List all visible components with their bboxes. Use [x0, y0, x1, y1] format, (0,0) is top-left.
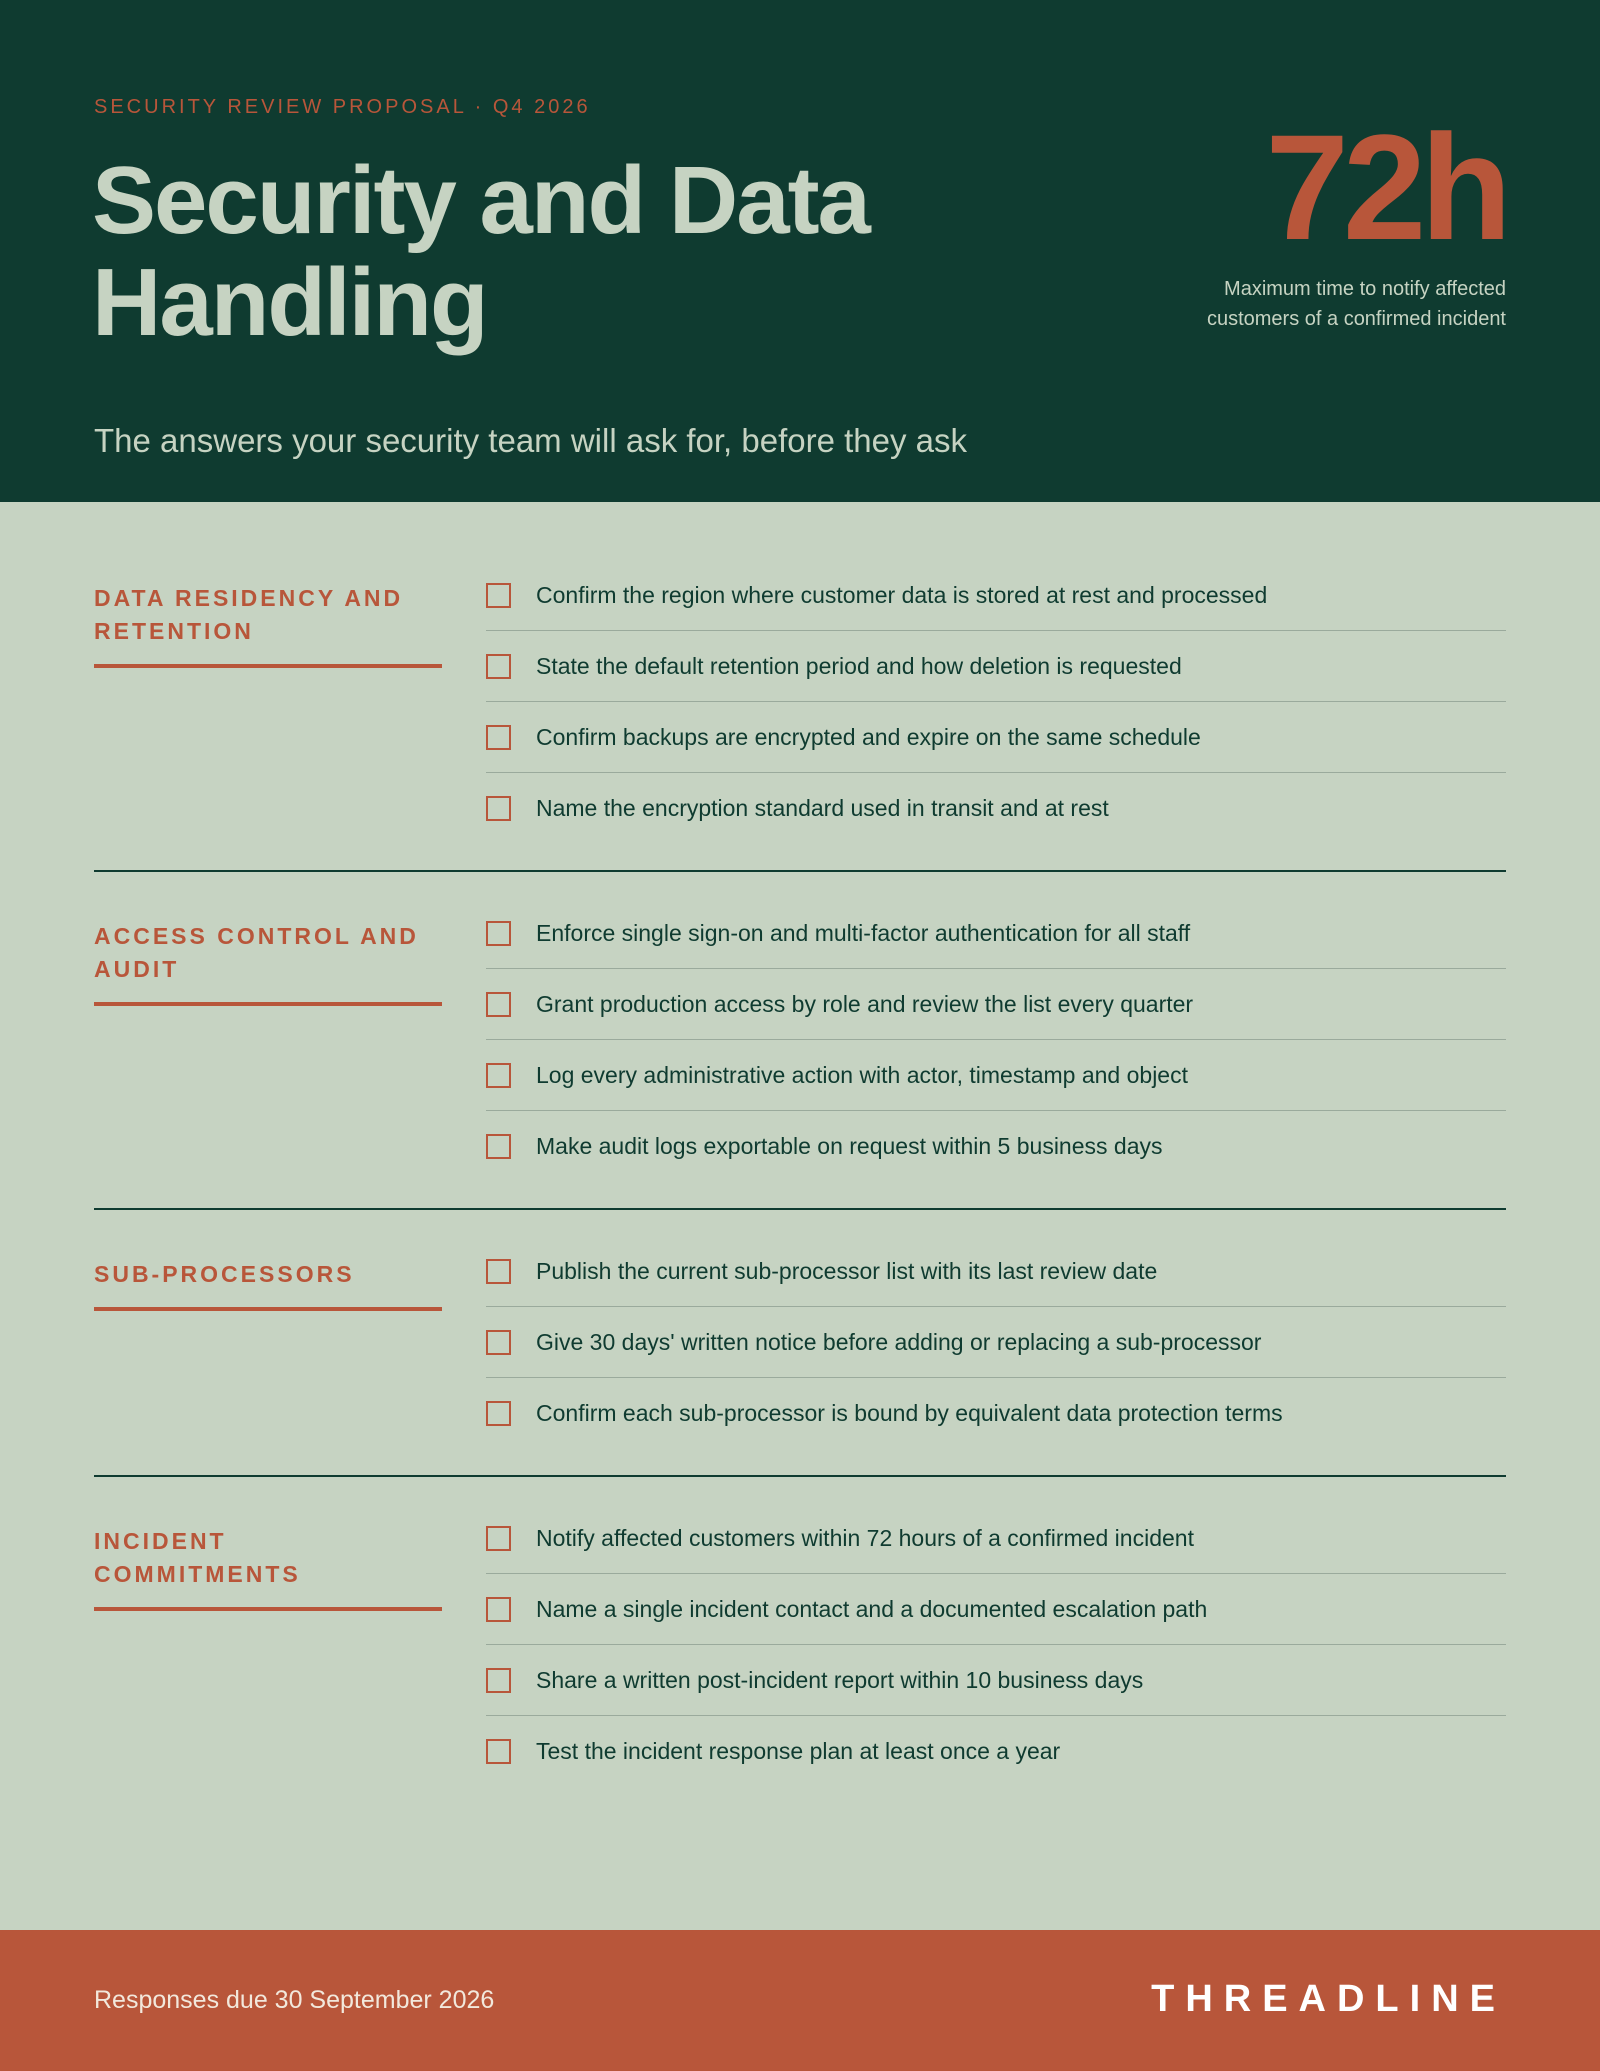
checklist-item[interactable] — [486, 1716, 1506, 1787]
checklist-item-label: Log every administrative action with actor, timestamp and object — [536, 1061, 1188, 1088]
checkbox[interactable] — [486, 1063, 511, 1088]
checkbox[interactable] — [486, 725, 511, 750]
section-underline — [94, 1002, 442, 1006]
page-title: Security and Data Handling — [92, 147, 869, 356]
checklist-item[interactable] — [486, 1574, 1506, 1645]
page-header — [0, 0, 1600, 502]
checklist — [486, 560, 1506, 844]
checklist-item-label: Notify affected customers within 72 hours of a confirmed incident — [536, 1524, 1194, 1551]
page-footer — [0, 1930, 1600, 2071]
checklist-item[interactable] — [486, 702, 1506, 773]
checklist-item-label: Make audit logs exportable on request within 5 business days — [536, 1133, 1163, 1159]
section-heading — [94, 1525, 442, 1611]
checklist-item[interactable] — [486, 631, 1506, 702]
page-subtitle: The answers your security team will ask for, before they ask — [94, 422, 968, 459]
section-title: DATA RESIDENCY AND RETENTION — [94, 585, 404, 644]
section-underline — [94, 1607, 442, 1611]
section-title: ACCESS CONTROL AND AUDIT — [94, 923, 419, 982]
eyebrow-label: SECURITY REVIEW PROPOSAL · Q4 2026 — [94, 96, 591, 118]
deadline-text: Responses due 30 September 2026 — [94, 1986, 495, 2014]
checklist-item-label: Share a written post-incident report within 10 business days — [536, 1666, 1144, 1693]
checklist-item[interactable] — [486, 1111, 1506, 1182]
checklist-section — [94, 898, 1506, 1182]
checklist-item[interactable] — [486, 898, 1506, 969]
section-divider — [94, 1475, 1506, 1477]
checklist — [486, 898, 1506, 1182]
checklist-item[interactable] — [486, 1040, 1506, 1111]
checklist-section — [94, 1236, 1506, 1449]
section-heading — [94, 1258, 442, 1311]
checklist-item[interactable] — [486, 1236, 1506, 1307]
checklist-item[interactable] — [486, 1378, 1506, 1449]
checklist-item-label: Enforce single sign-on and multi-factor authentication for all staff — [536, 919, 1191, 946]
checklist-item-label: Publish the current sub-processor list with its last review date — [536, 1257, 1158, 1284]
checkbox[interactable] — [486, 1526, 511, 1551]
checklist-item-label: State the default retention period and how deletion is requested — [536, 652, 1182, 679]
section-divider — [94, 870, 1506, 872]
checklist-section — [94, 1503, 1506, 1787]
checkbox[interactable] — [486, 921, 511, 946]
checklist-item[interactable] — [486, 560, 1506, 631]
checklist-item[interactable] — [486, 969, 1506, 1040]
section-heading — [94, 582, 442, 668]
checklist-item-label: Name a single incident contact and a documented escalation path — [536, 1595, 1208, 1622]
checklist-item-label: Confirm each sub-processor is bound by equivalent data protection terms — [536, 1400, 1283, 1426]
checklist-sections — [94, 560, 1506, 1787]
section-underline — [94, 1307, 442, 1311]
section-heading — [94, 920, 442, 1006]
brand-logo: THREADLINE — [1151, 1978, 1506, 2020]
checkbox[interactable] — [486, 992, 511, 1017]
section-divider — [94, 1208, 1506, 1210]
section-underline — [94, 664, 442, 668]
checkbox[interactable] — [486, 796, 511, 821]
section-title: INCIDENT COMMITMENTS — [94, 1528, 301, 1587]
checklist-item[interactable] — [486, 773, 1506, 844]
checklist-item-label: Grant production access by role and review the list every quarter — [536, 990, 1194, 1017]
checklist-section — [94, 560, 1506, 844]
checkbox[interactable] — [486, 1134, 511, 1159]
checklist-item[interactable] — [486, 1503, 1506, 1574]
checklist-item-label: Confirm the region where customer data is stored at rest and processed — [536, 581, 1268, 608]
checkbox[interactable] — [486, 1597, 511, 1622]
checklist-item-label: Name the encryption standard used in transit and at rest — [536, 795, 1109, 821]
checklist-item[interactable] — [486, 1645, 1506, 1716]
checklist-item-label: Test the incident response plan at least once a year — [536, 1738, 1061, 1764]
checklist-item-label: Confirm backups are encrypted and expire on the same schedule — [536, 723, 1201, 750]
checkbox[interactable] — [486, 654, 511, 679]
checklist — [486, 1236, 1506, 1449]
stat-caption: Maximum time to notify affected customers of a confirmed incident — [1206, 278, 1506, 330]
checkbox[interactable] — [486, 1401, 511, 1426]
checklist — [486, 1503, 1506, 1787]
checkbox[interactable] — [486, 583, 511, 608]
section-title: SUB-PROCESSORS — [94, 1261, 355, 1287]
stat-callout — [1146, 103, 1506, 334]
checkbox[interactable] — [486, 1739, 511, 1764]
checklist-item[interactable] — [486, 1307, 1506, 1378]
checklist-item-label: Give 30 days' written notice before adding or replacing a sub-processor — [536, 1328, 1262, 1355]
stat-value: 72h — [1265, 103, 1506, 271]
checkbox[interactable] — [486, 1668, 511, 1693]
checkbox[interactable] — [486, 1330, 511, 1355]
checkbox[interactable] — [486, 1259, 511, 1284]
